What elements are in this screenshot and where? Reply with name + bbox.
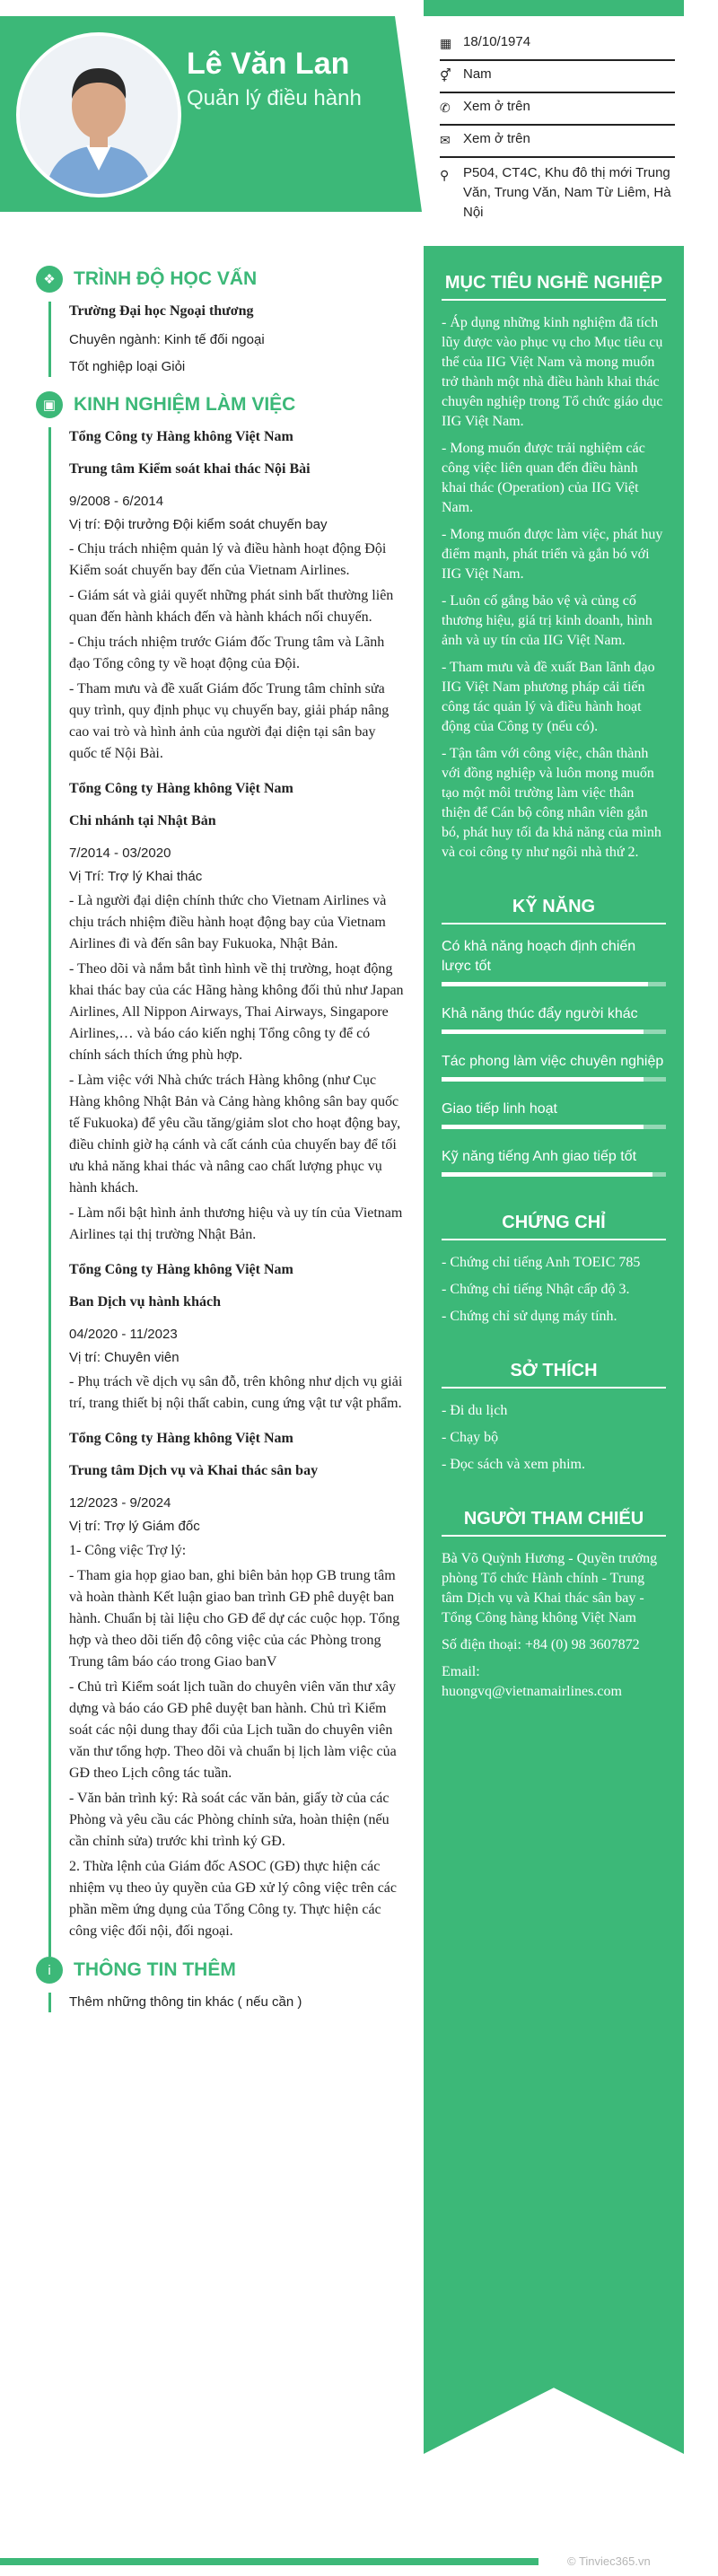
objective-para: - Mong muốn được làm việc, phát huy điểm mạnh, phát triển và gắn bó với IIG Việt Nam. — [442, 527, 663, 582]
skill-bar — [442, 982, 666, 986]
phone-icon: ✆ — [440, 101, 451, 115]
hobby-item: - Chạy bộ — [442, 1430, 499, 1445]
certificate-item: - Chứng chỉ tiếng Nhật cấp độ 3. — [442, 1282, 630, 1297]
skills-heading: KỸ NĂNG — [442, 897, 666, 924]
education-school: Trường Đại học Ngoại thương — [69, 303, 254, 319]
reference-name: Bà Võ Quỳnh Hương - Quyền trưởng phòng Tổ chức Hành chính - Trung tâm Dịch vụ và Khai thác sân bay - Tổng Công hàng không Việt Nam — [442, 1551, 658, 1625]
job-unit: Trung tâm Dịch vụ và Khai thác sân bay — [69, 1463, 319, 1478]
experience-heading: KINH NGHIỆM LÀM VIỆC — [74, 394, 296, 415]
job-entry — [69, 779, 404, 1246]
job-period: 7/2014 - 03/2020 — [69, 846, 171, 861]
job-detail: 1- Công việc Trợ lý: — [69, 1543, 187, 1558]
job-period: 04/2020 - 11/2023 — [69, 1327, 178, 1342]
avatar-portrait-icon — [20, 36, 178, 194]
reference-heading: NGƯỜI THAM CHIẾU — [442, 1509, 666, 1537]
skills-list — [442, 937, 666, 1177]
experience-section — [48, 427, 404, 1957]
job-period: 12/2023 - 9/2024 — [69, 1495, 171, 1511]
job-unit: Chi nhánh tại Nhật Bản — [69, 813, 216, 828]
left-column — [36, 266, 404, 2020]
objective-para: - Tham mưu và đề xuất Ban lãnh đạo IIG Việt Nam phương pháp cải tiến công tác quản lý và điều hành hoạt động của Công ty (nếu có). — [442, 660, 655, 734]
objective-para: - Áp dụng những kinh nghiệm đã tích lũy được vào phục vụ cho Mục tiêu cụ thể của IIG Việt Nam và mong muốn trở thành một nhà điều hành khai thác chuyên nghiệp trong Tổ chức giáo dục IIG Việt Nam. — [442, 315, 663, 429]
job-detail: 2. Thừa lệnh của Giám đốc ASOC (GĐ) thực hiện các nhiệm vụ theo ủy quyền của GĐ xử lý công việc trên các phần mềm ứng dụng của Tổng Công ty. Thực hiện các công việc đối nội, đối ngoại. — [69, 1859, 397, 1939]
footer-accent-line — [0, 2558, 538, 2565]
job-company: Tổng Công ty Hàng không Việt Nam — [69, 1262, 293, 1277]
job-detail: - Giám sát và giải quyết những phát sinh bất thường liên quan đến hành khách đến và hành khách nối chuyến. — [69, 588, 394, 625]
certificates-heading: CHỨNG CHỈ — [442, 1213, 666, 1240]
top-accent-strip — [424, 0, 684, 16]
contact-gender — [440, 61, 675, 93]
skill-name: Có khả năng hoạch định chiến lược tốt — [442, 939, 636, 974]
skill-bar — [442, 1172, 666, 1177]
contact-block — [440, 29, 675, 228]
job-detail: - Chủ trì Kiểm soát lịch tuần do chuyên viên văn thư xây dựng và báo cáo GĐ phê duyệt ban hành. Chủ trì Kiểm soát các nội dung thay đổi của Lịch tuần do chuyên viên văn thư tổng hợp. Theo dõi và chuẩn bị lịch làm việc của GĐ theo Lịch công tác tuần. — [69, 1679, 397, 1781]
education-heading: TRÌNH ĐỘ HỌC VẤN — [74, 268, 258, 289]
job-position: Vị trí: Chuyên viên — [69, 1350, 180, 1365]
graduation-cap-icon: ❖ — [36, 266, 63, 293]
education-heading-row — [36, 266, 404, 293]
experience-heading-row — [36, 391, 404, 418]
sidebar — [442, 246, 666, 1709]
job-detail: - Làm nổi bật hình ảnh thương hiệu và uy tín của Vietnam Airlines tại thị trường Nhật Bản. — [69, 1205, 403, 1242]
hobby-item: - Đọc sách và xem phim. — [442, 1457, 585, 1472]
info-icon: i — [36, 1957, 63, 1984]
reference-phone: Số điện thoại: +84 (0) 98 3607872 — [442, 1637, 640, 1652]
education-section — [48, 302, 404, 377]
education-grade: Tốt nghiệp loại Giỏi — [69, 359, 186, 374]
job-detail: - Làm việc với Nhà chức trách Hàng không (như Cục Hàng không Nhật Bản và Cảng hàng không sân bay quốc tế Fukuoka) để yêu cầu tăng/giảm slot cho hoạt động bay, điều chỉnh giờ hạ cánh và cất cánh của chuyến bay để tối ưu khả năng khai thác và nâng cao chất lượng phục vụ hành khách. — [69, 1073, 401, 1196]
job-detail: - Chịu trách nhiệm trước Giám đốc Trung tâm và Lãnh đạo Tổng công ty về hoạt động của Đội. — [69, 635, 385, 671]
job-detail: - Phụ trách về dịch vụ sân đỗ, trên không như dịch vụ giải trí, trang thiết bị nội thất cabin, cung ứng vật tư vật phẩm. — [69, 1374, 403, 1411]
objective-para: - Luôn cố gắng bảo vệ và củng cố thương hiệu, giá trị kinh doanh, hình ảnh và uy tín của IIG Việt Nam. — [442, 593, 652, 648]
job-detail: - Văn bản trình ký: Rà soát các văn bản, giấy tờ của các Phòng và yêu cầu các Phòng chỉnh sửa, hoàn thiện (nếu cần chỉnh sửa) trước khi trình ký GĐ. — [69, 1791, 390, 1849]
contact-phone — [440, 93, 675, 126]
hobbies-heading: SỞ THÍCH — [442, 1361, 666, 1389]
job-unit: Ban Dịch vụ hành khách — [69, 1294, 221, 1310]
email-value: Xem ở trên — [463, 131, 530, 146]
candidate-title: Quản lý điều hành — [187, 86, 362, 110]
email-icon: ✉ — [440, 133, 451, 147]
skill-name: Tác phong làm việc chuyên nghiệp — [442, 1054, 664, 1069]
job-detail: - Là người đại diện chính thức cho Vietnam Airlines và chịu trách nhiệm điều hành hoạt động bay của Vietnam Airlines đi và đến sân bay Fukuoka, Nhật Bản. — [69, 893, 387, 951]
birthday-value: 18/10/1974 — [463, 34, 531, 49]
job-company: Tổng Công ty Hàng không Việt Nam — [69, 429, 293, 444]
contact-birthday — [440, 29, 675, 61]
job-entry — [69, 427, 404, 765]
job-position: Vị trí: Đội trưởng Đội kiểm soát chuyến bay — [69, 517, 328, 532]
address-value: P504, CT4C, Khu đô thị mới Trung Văn, Trung Văn, Nam Từ Liêm, Hà Nội — [463, 165, 671, 220]
skill-bar — [442, 1125, 666, 1129]
job-position: Vị Trí: Trợ lý Khai thác — [69, 869, 203, 884]
job-detail: - Theo dõi và nắm bắt tình hình về thị trường, hoạt động khai thác bay của các Hãng hàng không đối thủ như Japan Airlines, All Nippon Airways, Thai Airways, Singapore Airlines,… và báo cáo kiến nghị Tổng công ty để có chính sách thích ứng phù hợp. — [69, 961, 404, 1063]
contact-address — [440, 158, 675, 228]
skill-name: Kỹ năng tiếng Anh giao tiếp tốt — [442, 1149, 637, 1164]
skill-bar — [442, 1077, 666, 1082]
objective-para: - Tận tâm với công việc, chân thành với đồng nghiệp và luôn mong muốn tạo một môi trường làm việc thân thiện để Cán bộ công nhân viên gắn bó, phát huy tối đa khả năng của mình và coi công ty như ngôi nhà thứ 2. — [442, 746, 661, 860]
job-detail: - Tham gia họp giao ban, ghi biên bản họp GB trung tâm và hoàn thành Kết luận giao ban trình GĐ phê duyệt ban hành. Chuẩn bị tài liệu cho GĐ để dự các cuộc họp. Tổng hợp và theo dõi tiến độ công việc của các Phòng trong Trung tâm báo cáo trong Giao banV — [69, 1568, 400, 1669]
candidate-name: Lê Văn Lan — [187, 47, 350, 81]
phone-value: Xem ở trên — [463, 99, 530, 114]
skill-bar-fill — [442, 1077, 644, 1082]
contact-email — [440, 126, 675, 158]
job-entry — [69, 1429, 404, 1942]
calendar-icon: ▦ — [440, 36, 452, 50]
skill-name: Giao tiếp linh hoạt — [442, 1101, 557, 1117]
job-detail: - Chịu trách nhiệm quản lý và điều hành hoạt động Đội Kiểm soát chuyến bay đến của Vietnam Airlines. — [69, 541, 387, 578]
skill-bar — [442, 1030, 666, 1034]
job-period: 9/2008 - 6/2014 — [69, 494, 164, 509]
objective-para: - Mong muốn được trải nghiệm các công việc liên quan đến điều hành khai thác (Operation) của IIG Việt Nam. — [442, 441, 645, 515]
watermark: © Tinviec365.vn — [567, 2554, 651, 2568]
additional-section — [48, 1993, 404, 2012]
briefcase-icon: ▣ — [36, 391, 63, 418]
skill-bar-fill — [442, 1125, 644, 1129]
skill-name: Khả năng thúc đẩy người khác — [442, 1006, 638, 1021]
reference-email-label: Email: — [442, 1664, 480, 1679]
objective-heading: MỤC TIÊU NGHỀ NGHIỆP — [442, 273, 666, 301]
certificate-item: - Chứng chỉ tiếng Anh TOEIC 785 — [442, 1255, 641, 1270]
skill-bar-fill — [442, 1030, 644, 1034]
job-position: Vị trí: Trợ lý Giám đốc — [69, 1519, 200, 1534]
job-company: Tổng Công ty Hàng không Việt Nam — [69, 781, 293, 796]
certificate-item: - Chứng chỉ sử dụng máy tính. — [442, 1309, 617, 1324]
reference-email: huongvq@vietnamairlines.com — [442, 1684, 622, 1699]
avatar — [16, 32, 181, 197]
gender-value: Nam — [463, 66, 492, 82]
gender-icon: ⚥ — [440, 68, 451, 83]
hobby-item: - Đi du lịch — [442, 1403, 508, 1418]
additional-heading: THÔNG TIN THÊM — [74, 1959, 236, 1980]
job-entry — [69, 1260, 404, 1415]
additional-text: Thêm những thông tin khác ( nếu cần ) — [69, 1994, 302, 2010]
skill-bar-fill — [442, 1172, 652, 1177]
job-company: Tổng Công ty Hàng không Việt Nam — [69, 1431, 293, 1446]
skill-bar-fill — [442, 982, 648, 986]
additional-heading-row — [36, 1957, 404, 1984]
job-unit: Trung tâm Kiểm soát khai thác Nội Bài — [69, 461, 311, 477]
location-pin-icon: ⚲ — [440, 168, 450, 182]
education-major: Chuyên ngành: Kinh tế đối ngoại — [69, 332, 265, 347]
job-detail: - Tham mưu và đề xuất Giám đốc Trung tâm chỉnh sửa quy trình, quy định phục vụ chuyến bay, giải pháp nâng cao vai trò và hình ảnh của người đại diện tại sân bay quốc tế Nội Bài. — [69, 681, 390, 761]
